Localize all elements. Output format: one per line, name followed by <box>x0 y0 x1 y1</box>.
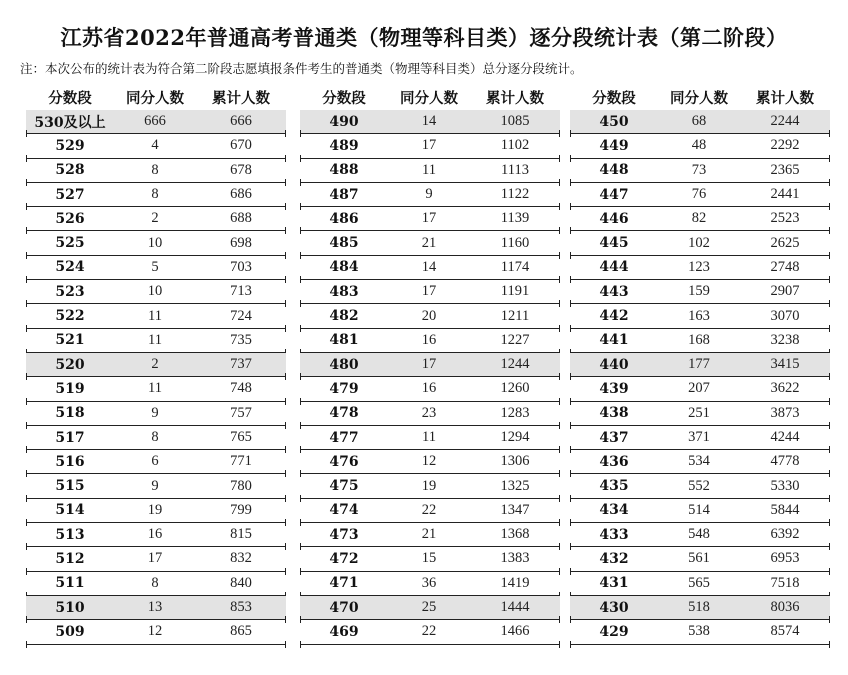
same-score-count-cell: 534 <box>688 453 710 470</box>
same-score-count-cell: 163 <box>688 307 710 324</box>
same-score-count-cell: 371 <box>688 429 710 445</box>
table-row <box>26 474 286 498</box>
cumulative-count-cell: 698 <box>230 234 252 251</box>
table-row <box>570 596 830 620</box>
cumulative-count-cell: 3622 <box>770 380 800 397</box>
score-cell: 444 <box>599 259 629 276</box>
score-cell: 446 <box>599 210 629 227</box>
header-cell: 同分人数 <box>126 90 184 107</box>
table-header <box>26 84 286 110</box>
table-row <box>300 547 560 571</box>
same-score-count-cell: 2 <box>151 210 159 227</box>
same-score-count-cell: 48 <box>691 137 707 154</box>
table-row <box>300 183 560 207</box>
same-score-count-cell: 19 <box>147 501 163 518</box>
same-score-count-cell: 2 <box>151 356 159 373</box>
same-score-count-cell: 8 <box>151 574 159 591</box>
score-cell: 447 <box>599 186 629 203</box>
cumulative-count-cell: 1260 <box>500 380 530 397</box>
table-header <box>570 84 830 110</box>
score-cell: 483 <box>329 283 359 300</box>
table-row <box>26 159 286 183</box>
same-score-count-cell: 9 <box>151 477 159 494</box>
table-row <box>26 304 286 328</box>
score-cell: 450 <box>599 113 629 130</box>
same-score-count-cell: 17 <box>421 283 437 300</box>
cumulative-count-cell: 1283 <box>500 404 530 421</box>
cumulative-count-cell: 703 <box>230 258 252 275</box>
table-row <box>26 402 286 426</box>
table-row <box>570 499 830 523</box>
score-cell: 490 <box>329 113 359 130</box>
cumulative-count-cell: 2625 <box>770 234 800 251</box>
cumulative-count-cell: 1174 <box>500 258 530 275</box>
cumulative-count-cell: 1244 <box>500 356 530 373</box>
table-column-1 <box>26 84 286 645</box>
score-cell: 471 <box>329 575 359 592</box>
same-score-count-cell: 25 <box>421 599 437 616</box>
score-cell: 431 <box>599 575 629 592</box>
score-cell: 525 <box>55 235 85 252</box>
score-cell: 514 <box>55 502 85 519</box>
cumulative-count-cell: 865 <box>230 623 252 640</box>
table-row <box>300 620 560 644</box>
same-score-count-cell: 76 <box>691 186 707 203</box>
table-row <box>300 207 560 231</box>
score-cell: 481 <box>329 332 359 349</box>
same-score-count-cell: 17 <box>421 356 437 373</box>
same-score-count-cell: 10 <box>147 234 163 251</box>
table-row <box>570 207 830 231</box>
header-cell: 分数段 <box>48 90 92 107</box>
table-row <box>300 523 560 547</box>
table-row <box>26 110 286 134</box>
same-score-count-cell: 518 <box>688 599 710 616</box>
score-cell: 434 <box>599 502 629 519</box>
table-row <box>26 426 286 450</box>
table-row <box>570 377 830 401</box>
same-score-count-cell: 36 <box>421 574 437 591</box>
cumulative-count-cell: 6392 <box>770 526 800 543</box>
header-cell: 累计人数 <box>486 90 544 107</box>
table-row <box>26 596 286 620</box>
same-score-count-cell: 666 <box>144 113 166 130</box>
same-score-count-cell: 5 <box>151 258 159 275</box>
cumulative-count-cell: 1102 <box>500 137 530 154</box>
score-cell: 449 <box>599 137 629 154</box>
table-row <box>26 280 286 304</box>
cumulative-count-cell: 2748 <box>770 258 800 275</box>
table-row <box>570 402 830 426</box>
table-note: 注：本次公布的统计表为符合第二阶段志愿填报条件考生的普通类（物理等科目类）总分逐分段统计。 <box>20 61 583 76</box>
table-row <box>300 596 560 620</box>
table-row <box>570 523 830 547</box>
cumulative-count-cell: 670 <box>230 137 252 154</box>
same-score-count-cell: 12 <box>147 623 163 640</box>
cumulative-count-cell: 678 <box>230 161 252 178</box>
cumulative-count-cell: 724 <box>230 307 252 324</box>
same-score-count-cell: 168 <box>688 331 710 348</box>
same-score-count-cell: 207 <box>688 380 710 397</box>
cumulative-count-cell: 1444 <box>500 599 530 616</box>
table-row <box>570 134 830 158</box>
table-row <box>570 231 830 255</box>
cumulative-count-cell: 4244 <box>770 429 800 445</box>
score-cell: 484 <box>329 259 359 276</box>
same-score-count-cell: 73 <box>691 161 707 178</box>
same-score-count-cell: 20 <box>421 307 437 324</box>
table-row <box>570 620 830 644</box>
score-cell: 479 <box>329 380 359 397</box>
header-cell: 累计人数 <box>756 90 814 107</box>
cumulative-count-cell: 4778 <box>770 453 800 470</box>
score-cell: 442 <box>599 308 629 325</box>
table-row <box>570 426 830 450</box>
table-row <box>300 231 560 255</box>
same-score-count-cell: 16 <box>147 526 163 543</box>
score-cell: 516 <box>55 453 85 470</box>
score-cell: 521 <box>55 332 85 349</box>
table-row <box>300 474 560 498</box>
score-cell: 432 <box>599 550 629 567</box>
cumulative-count-cell: 735 <box>230 331 252 348</box>
table-row <box>26 329 286 353</box>
same-score-count-cell: 11 <box>148 331 162 348</box>
cumulative-count-cell: 3070 <box>770 307 800 324</box>
score-cell: 485 <box>329 235 359 252</box>
header-cell: 同分人数 <box>670 90 728 107</box>
table-row <box>570 572 830 596</box>
same-score-count-cell: 561 <box>688 550 710 567</box>
score-cell: 524 <box>55 259 85 276</box>
table-row <box>570 474 830 498</box>
cumulative-count-cell: 1294 <box>500 429 530 445</box>
cumulative-count-cell: 1325 <box>500 477 530 494</box>
same-score-count-cell: 22 <box>421 623 437 640</box>
cumulative-count-cell: 8574 <box>770 623 800 640</box>
same-score-count-cell: 16 <box>421 380 437 397</box>
same-score-count-cell: 11 <box>148 307 162 324</box>
cumulative-count-cell: 1211 <box>500 307 530 324</box>
score-cell: 480 <box>329 356 359 373</box>
cumulative-count-cell: 2292 <box>770 137 800 154</box>
same-score-count-cell: 17 <box>421 137 437 154</box>
cumulative-count-cell: 2244 <box>770 113 800 130</box>
table-row <box>570 110 830 134</box>
header-cell: 分数段 <box>322 90 366 107</box>
same-score-count-cell: 159 <box>688 283 710 300</box>
score-cell: 477 <box>329 429 359 446</box>
score-cell: 437 <box>599 429 629 446</box>
same-score-count-cell: 13 <box>147 599 163 616</box>
score-cell: 512 <box>55 550 85 567</box>
cumulative-count-cell: 799 <box>230 501 252 518</box>
same-score-count-cell: 12 <box>421 453 437 470</box>
table-row <box>26 353 286 377</box>
score-cell: 486 <box>329 210 359 227</box>
cumulative-count-cell: 748 <box>230 380 252 397</box>
table-header <box>300 84 560 110</box>
score-cell: 520 <box>55 356 85 373</box>
page-title: 江苏省2022年普通高考普通类（物理等科目类）逐分段统计表（第二阶段） <box>60 25 788 50</box>
score-cell: 472 <box>329 550 359 567</box>
score-cell: 527 <box>55 186 85 203</box>
table-row <box>570 304 830 328</box>
score-cell: 476 <box>329 453 359 470</box>
table-row <box>300 450 560 474</box>
table-row <box>300 499 560 523</box>
score-cell: 511 <box>55 575 85 592</box>
cumulative-count-cell: 3415 <box>770 356 800 373</box>
table-row <box>300 329 560 353</box>
cumulative-count-cell: 1306 <box>500 453 530 470</box>
same-score-count-cell: 23 <box>421 404 437 421</box>
score-cell: 489 <box>329 137 359 154</box>
same-score-count-cell: 8 <box>151 186 159 203</box>
table-row <box>300 134 560 158</box>
score-cell: 529 <box>55 137 85 154</box>
same-score-count-cell: 8 <box>151 429 159 445</box>
cumulative-count-cell: 780 <box>230 477 252 494</box>
score-cell: 509 <box>55 623 85 640</box>
cumulative-count-cell: 1160 <box>500 234 530 251</box>
cumulative-count-cell: 8036 <box>770 599 800 616</box>
same-score-count-cell: 177 <box>688 356 710 373</box>
score-cell: 487 <box>329 186 359 203</box>
cumulative-count-cell: 1122 <box>500 186 530 203</box>
same-score-count-cell: 68 <box>691 113 707 130</box>
score-cell: 522 <box>55 308 85 325</box>
cumulative-count-cell: 5330 <box>770 477 800 494</box>
same-score-count-cell: 565 <box>688 574 710 591</box>
same-score-count-cell: 21 <box>421 526 437 543</box>
cumulative-count-cell: 6953 <box>770 550 800 567</box>
table-row <box>300 353 560 377</box>
cumulative-count-cell: 1139 <box>500 210 530 227</box>
cumulative-count-cell: 737 <box>230 356 252 373</box>
same-score-count-cell: 4 <box>151 137 159 154</box>
score-cell: 488 <box>329 162 359 179</box>
same-score-count-cell: 8 <box>151 161 159 178</box>
same-score-count-cell: 14 <box>421 258 437 275</box>
score-cell: 530及以上 <box>34 114 106 131</box>
score-cell: 470 <box>329 599 359 616</box>
cumulative-count-cell: 1466 <box>500 623 530 640</box>
cumulative-count-cell: 7518 <box>770 574 800 591</box>
cumulative-count-cell: 757 <box>230 404 252 421</box>
cumulative-count-cell: 2365 <box>770 161 800 178</box>
score-cell: 438 <box>599 405 629 422</box>
cumulative-count-cell: 771 <box>230 453 252 470</box>
table-row <box>300 159 560 183</box>
cumulative-count-cell: 666 <box>230 113 252 130</box>
score-cell: 448 <box>599 162 629 179</box>
same-score-count-cell: 16 <box>421 331 437 348</box>
cumulative-count-cell: 1085 <box>500 113 530 130</box>
score-cell: 469 <box>329 623 359 640</box>
table-row <box>26 183 286 207</box>
header-cell: 同分人数 <box>400 90 458 107</box>
same-score-count-cell: 15 <box>421 550 437 567</box>
score-cell: 445 <box>599 235 629 252</box>
same-score-count-cell: 9 <box>425 186 433 203</box>
score-cell: 526 <box>55 210 85 227</box>
cumulative-count-cell: 765 <box>230 429 252 445</box>
score-cell: 518 <box>55 405 85 422</box>
table-row <box>300 280 560 304</box>
score-cell: 513 <box>55 526 85 543</box>
same-score-count-cell: 11 <box>422 429 436 445</box>
cumulative-count-cell: 1227 <box>500 331 530 348</box>
score-cell: 519 <box>55 380 85 397</box>
score-cell: 430 <box>599 599 629 616</box>
header-cell: 累计人数 <box>212 90 270 107</box>
same-score-count-cell: 17 <box>147 550 163 567</box>
same-score-count-cell: 514 <box>688 501 710 518</box>
same-score-count-cell: 9 <box>151 404 159 421</box>
same-score-count-cell: 22 <box>421 501 437 518</box>
table-row <box>26 523 286 547</box>
score-cell: 517 <box>55 429 85 446</box>
table-row <box>26 231 286 255</box>
cumulative-count-cell: 1113 <box>501 161 529 178</box>
same-score-count-cell: 14 <box>421 113 437 130</box>
same-score-count-cell: 552 <box>688 477 710 494</box>
table-row <box>570 159 830 183</box>
score-cell: 435 <box>599 478 629 495</box>
table-row <box>570 547 830 571</box>
table-row <box>300 426 560 450</box>
table-row <box>300 256 560 280</box>
table-row <box>26 207 286 231</box>
score-cell: 429 <box>599 623 629 640</box>
score-cell: 528 <box>55 162 85 179</box>
score-cell: 436 <box>599 453 629 470</box>
cumulative-count-cell: 688 <box>230 210 252 227</box>
score-cell: 482 <box>329 308 359 325</box>
cumulative-count-cell: 1368 <box>500 526 530 543</box>
table-row <box>570 450 830 474</box>
same-score-count-cell: 11 <box>422 161 436 178</box>
same-score-count-cell: 11 <box>148 380 162 397</box>
score-cell: 515 <box>55 478 85 495</box>
table-column-2 <box>300 84 560 645</box>
table-row <box>26 134 286 158</box>
same-score-count-cell: 19 <box>421 477 437 494</box>
score-cell: 523 <box>55 283 85 300</box>
cumulative-count-cell: 1419 <box>500 574 530 591</box>
table-row <box>300 402 560 426</box>
cumulative-count-cell: 3238 <box>770 331 800 348</box>
score-cell: 440 <box>599 356 629 373</box>
score-cell: 478 <box>329 405 359 422</box>
cumulative-count-cell: 840 <box>230 574 252 591</box>
score-cell: 474 <box>329 502 359 519</box>
table-row <box>570 256 830 280</box>
table-row <box>26 547 286 571</box>
cumulative-count-cell: 2441 <box>770 186 800 203</box>
cumulative-count-cell: 1383 <box>500 550 530 567</box>
cumulative-count-cell: 686 <box>230 186 252 203</box>
table-row <box>26 499 286 523</box>
same-score-count-cell: 548 <box>688 526 710 543</box>
score-cell: 441 <box>599 332 629 349</box>
table-row <box>300 304 560 328</box>
table-column-3 <box>570 84 830 645</box>
table-row <box>570 280 830 304</box>
cumulative-count-cell: 1347 <box>500 501 530 518</box>
same-score-count-cell: 6 <box>151 453 159 470</box>
table-row <box>570 183 830 207</box>
same-score-count-cell: 123 <box>688 258 710 275</box>
cumulative-count-cell: 2523 <box>770 210 800 227</box>
same-score-count-cell: 82 <box>691 210 707 227</box>
table-row <box>26 620 286 644</box>
cumulative-count-cell: 3873 <box>770 404 800 421</box>
same-score-count-cell: 10 <box>147 283 163 300</box>
table-row <box>570 353 830 377</box>
table-row <box>300 377 560 401</box>
score-cell: 473 <box>329 526 359 543</box>
table-row <box>300 110 560 134</box>
table-row <box>570 329 830 353</box>
table-row <box>26 572 286 596</box>
same-score-count-cell: 538 <box>688 623 710 640</box>
table-row <box>26 377 286 401</box>
table-row <box>300 572 560 596</box>
cumulative-count-cell: 1191 <box>500 283 530 300</box>
cumulative-count-cell: 713 <box>230 283 252 300</box>
cumulative-count-cell: 853 <box>230 599 252 616</box>
same-score-count-cell: 102 <box>688 234 710 251</box>
score-cell: 433 <box>599 526 629 543</box>
score-cell: 439 <box>599 380 629 397</box>
cumulative-count-cell: 815 <box>230 526 252 543</box>
cumulative-count-cell: 5844 <box>770 501 800 518</box>
header-cell: 分数段 <box>592 90 636 107</box>
table-row <box>26 256 286 280</box>
cumulative-count-cell: 832 <box>230 550 252 567</box>
score-cell: 510 <box>55 599 85 616</box>
same-score-count-cell: 21 <box>421 234 437 251</box>
score-cell: 475 <box>329 478 359 495</box>
same-score-count-cell: 251 <box>688 404 710 421</box>
table-row <box>26 450 286 474</box>
score-cell: 443 <box>599 283 629 300</box>
cumulative-count-cell: 2907 <box>770 283 800 300</box>
same-score-count-cell: 17 <box>421 210 437 227</box>
